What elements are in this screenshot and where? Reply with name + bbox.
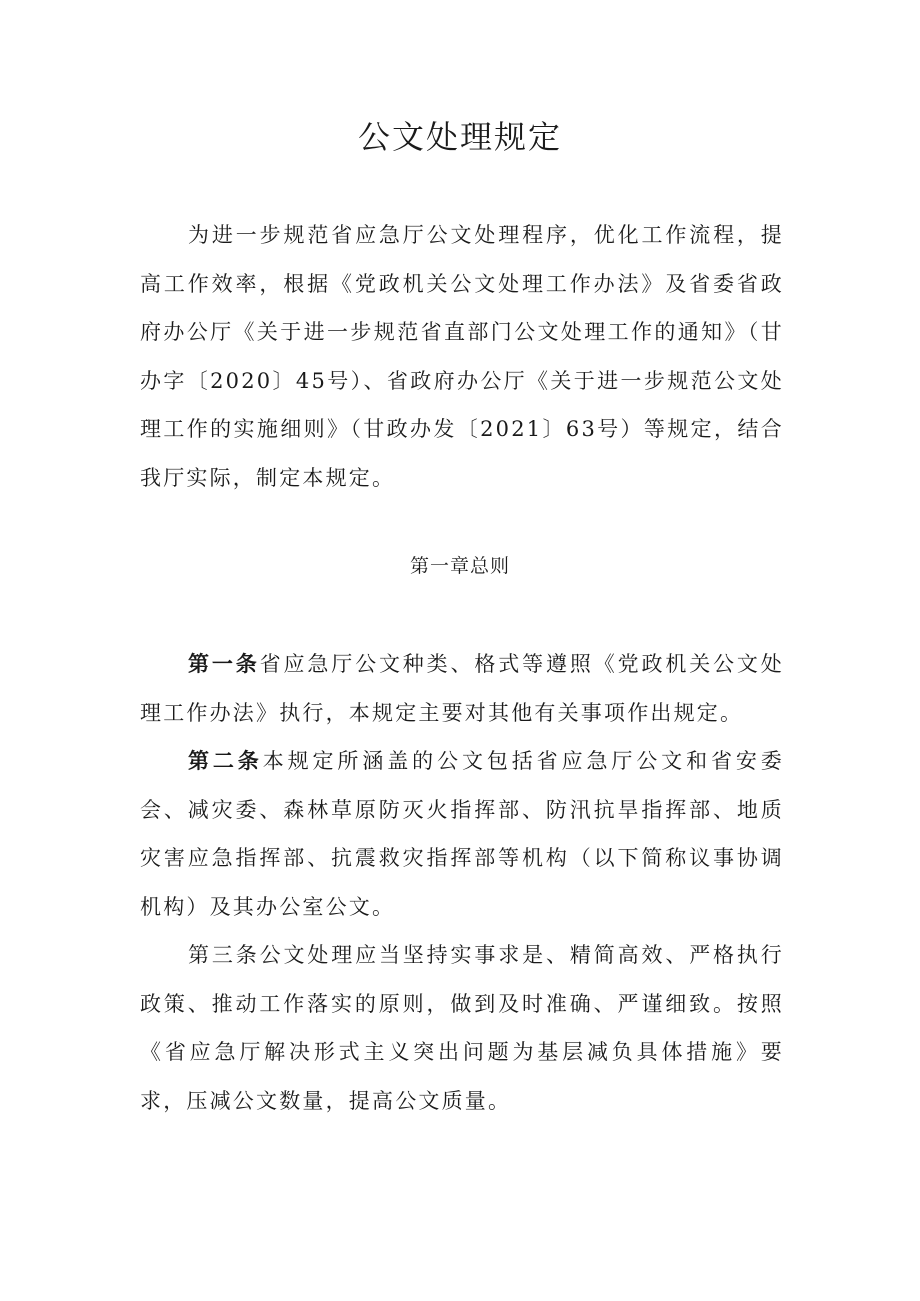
article-3-text: 公文处理应当坚持实事求是、精简高效、严格执行政策、推动工作落实的原则，做到及时准确、严谨细致。按照《省应急厅解决形式主义突出问题为基层减负具体措施》要求，压减公文数量，提高公文质量。 [140, 943, 784, 1113]
article-2 [140, 737, 784, 931]
article-1-text: 省应急厅公文种类、格式等遵照《党政机关公文处理工作办法》执行，本规定主要对其他有关事项作出规定。 [140, 652, 784, 725]
article-1-number: 第一条 [188, 651, 260, 676]
article-2-number: 第二条 [188, 748, 263, 773]
chapter-heading: 第一章总则 [409, 555, 510, 577]
article-3-number: 第三条 [188, 943, 260, 967]
article-1 [140, 640, 784, 737]
article-2-text: 本规定所涵盖的公文包括省应急厅公文和省安委会、减灾委、森林草原防灭火指挥部、防汛抗旱指挥部、地质灾害应急指挥部、抗震救灾指挥部等机构（以下简称议事协调机构）及其办公室公文。 [140, 749, 784, 919]
preamble-paragraph: 为进一步规范省应急厅公文处理程序，优化工作流程，提高工作效率，根据《党政机关公文处理工作办法》及省委省政府办公厅《关于进一步规范省直部门公文处理工作的通知》（甘办字〔2020〕45号）、省政府办公厅《关于进一步规范公文处理工作的实施细则》（甘政办发〔2021〕63号）等规定，结合我厅实际，制定本规定。 [140, 223, 784, 490]
article-3 [140, 931, 784, 1125]
document-title: 公文处理规定 [357, 118, 562, 156]
